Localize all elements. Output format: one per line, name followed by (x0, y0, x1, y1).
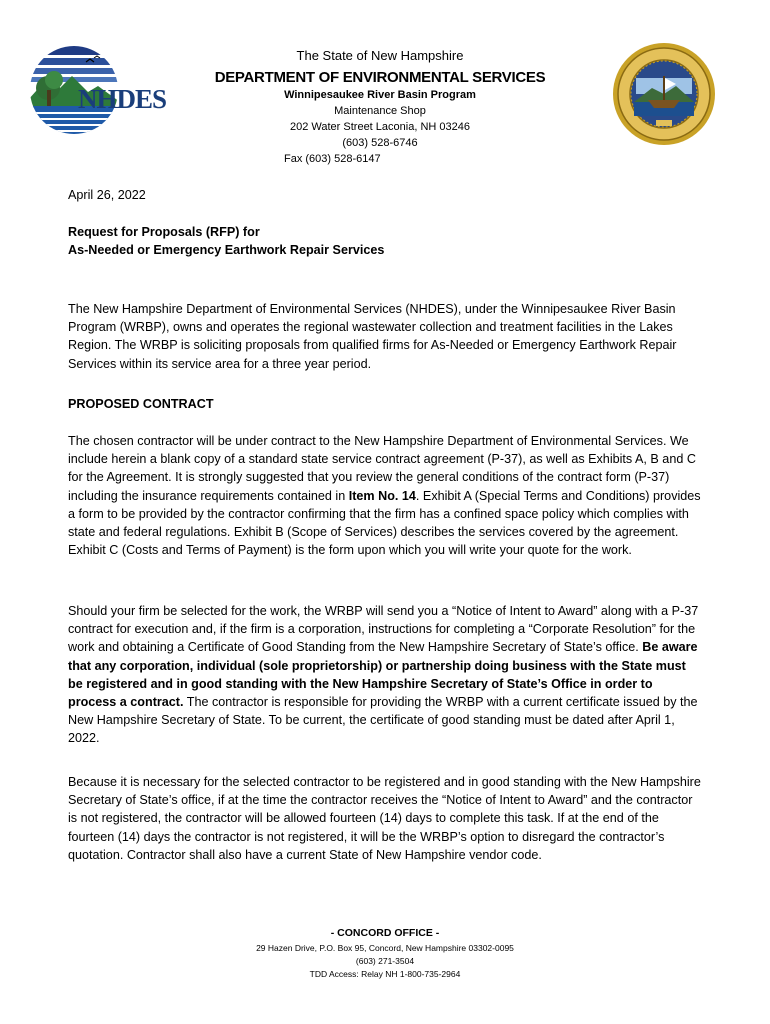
footer-office: - CONCORD OFFICE - (330, 927, 440, 939)
registration-paragraph: Because it is necessary for the selected contractor to be registered and in good standing with the New Hampshire Secretary of State’s office, if at the time the contractor receives the “Notice of Intent to Award” and the contractor is not registered, the contractor will be allowed fourteen (14) days to complete this task. If at the end of the fourteen (14) days the contractor is not registered, it will be the WRBP’s option to disregard the contractor’s quotation. Contractor shall also have a current State of New Hampshire vendor code. (68, 775, 701, 862)
award-paragraph-text: Should your firm be selected for the work, the WRBP will send you a “Notice of Intent to Award” along with a P-37 contract for execution and, if the firm is a corporation, instructions for completing a “Corporate Resolution” for the work and obtaining a Certificate of Good Standing from the New Hampshire Secretary of State’s office. (68, 604, 699, 655)
contract-paragraph-text: The chosen contractor will be under contract to the New Hampshire Department of Environmental Services. We include herein a blank copy of a standard state service contract agreement (P-37), as well as Exhibits A, B and C for the Agreement. It is strongly suggested that you review the general conditions of the contract form (P-37) including the insurance requirements contained in (68, 434, 696, 503)
award-paragraph-bold: Be aware that any corporation, individual (sole proprietorship) or partnership doing business with the State must be registered and in good standing with the New Hampshire Secretary of State’s Office in order to process a contract. (68, 640, 698, 710)
program-name: Winnipesaukee River Basin Program (284, 89, 476, 101)
intro-paragraph: The New Hampshire Department of Environmental Services (NHDES), under the Winnipesaukee River Basin Program (WRBP), owns and operates the regional wastewater collection and treatment facilities in the Lakes Region. The WRBP is soliciting proposals from qualified firms for As-Needed or Emergency Earthwork Repair Services within its service area for a three year period. (68, 302, 677, 371)
shop-name: Maintenance Shop (334, 105, 426, 117)
rfp-title-line2: As-Needed or Emergency Earthwork Repair Services (68, 243, 385, 258)
rfp-title-line1: Request for Proposals (RFP) for (68, 225, 260, 239)
contract-paragraph-text-end: . Exhibit A (Special Terms and Conditions) provides a form to be provided by the contractor confirming that the firm has a confined space policy which complies with state and federal regulations. Exhibit B (Scope of Services) describes the services covered by the agreement. Exhibit C (Costs and Terms of Payment) is the form upon which you will write your quote for the work. (68, 488, 701, 558)
header-fax: Fax (603) 528-6147 (284, 153, 381, 165)
footer-address: 29 Hazen Drive, P.O. Box 95, Concord, New Hampshire 03302-0095 (256, 943, 514, 953)
section-heading: PROPOSED CONTRACT (68, 397, 214, 411)
state-name: The State of New Hampshire (296, 48, 464, 63)
state-seal-graphic (612, 42, 716, 146)
footer-phone: (603) 271-3504 (355, 956, 415, 966)
award-paragraph (68, 602, 704, 748)
contract-paragraph-bold: Item No. 14 (348, 488, 416, 503)
footer-tdd: TDD Access: Relay NH 1-800-735-2964 (309, 969, 461, 979)
logo-text: NHDES (78, 84, 167, 114)
award-paragraph-text-end: The contractor is responsible for providing the WRBP with a current certificate issued by the New Hampshire Secretary of State. To be current, the certificate of good standing must be dated after April 1, 2022. (68, 695, 698, 746)
rfp-title (68, 223, 704, 259)
nhdes-logo (28, 46, 168, 138)
contract-paragraph (68, 432, 704, 559)
header-phone: (603) 528-6746 (342, 137, 418, 149)
letter-date: April 26, 2022 (68, 188, 146, 202)
header-address: 202 Water Street Laconia, NH 03246 (290, 121, 470, 133)
state-seal (612, 42, 716, 146)
department-name: DEPARTMENT OF ENVIRONMENTAL SERVICES (214, 69, 546, 86)
